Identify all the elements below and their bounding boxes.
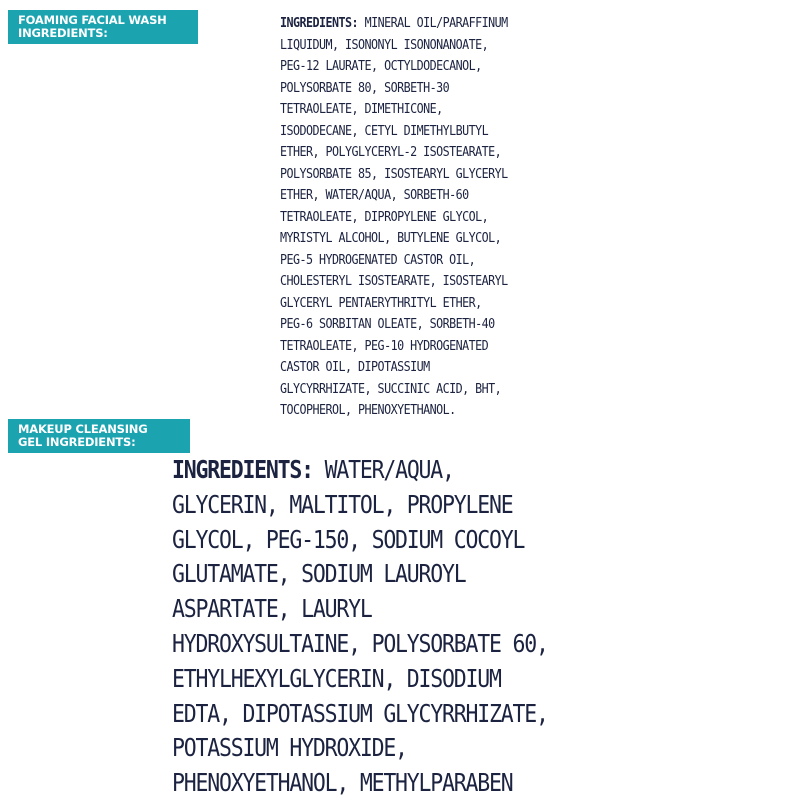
ingredient-line: TETRAOLEATE, DIMETHICONE, [280,102,443,117]
ingredient-line [172,453,548,488]
ingredient-line: CHOLESTERYL ISOSTEARATE, ISOSTEARYL [280,274,508,289]
ingredient-line: GLYCERYL PENTAERYTHRITYL ETHER, [280,295,482,311]
foaming-wash-ingredients [280,13,508,422]
ingredient-line: PEG-5 HYDROGENATED CASTOR OIL, [280,252,476,268]
ingredient-line: GLYCOL, PEG-150, SODIUM COCOYL [172,524,525,554]
ingredient-line: LIQUIDUM, ISONONYL ISONONANOATE, [280,37,489,53]
ingredient-line: ISODODECANE, CETYL DIMETHYLBUTYL [280,123,489,139]
ingredient-line: GLUTAMATE, SODIUM LAUROYL [172,559,466,589]
makeup-gel-label [8,419,190,453]
ingredient-line: CASTOR OIL, DIPOTASSIUM [280,360,430,375]
ingredient-line: TETRAOLEATE, DIPROPYLENE GLYCOL, [280,209,489,225]
foaming-wash-label-line-2: INGREDIENTS: [18,26,108,40]
makeup-gel-ingredients [172,453,548,801]
ingredient-text: WATER/AQUA, [312,455,454,484]
ingredient-line: PEG-12 LAURATE, OCTYLDODECANOL, [280,59,482,74]
ingredient-line: ASPARTATE, LAURYL [172,594,372,624]
ingredient-line: MYRISTYL ALCOHOL, BUTYLENE GLYCOL, [280,231,502,246]
ingredient-line: PEG-6 SORBITAN OLEATE, SORBETH-40 [280,317,495,332]
ingredient-line: TOCOPHEROL, PHENOXYETHANOL. [280,403,456,418]
ingredient-line: TETRAOLEATE, PEG-10 HYDROGENATED [280,338,489,354]
ingredient-line: GLYCERIN, MALTITOL, PROPYLENE [172,489,513,519]
ingredient-line: HYDROXYSULTAINE, POLYSORBATE 60, [172,628,548,658]
ingredient-line: PHENOXYETHANOL, METHYLPARABEN [172,768,513,798]
ingredient-line: ETHER, WATER/AQUA, SORBETH-60 [280,188,469,203]
foaming-wash-label [8,10,198,44]
ingredient-line: ETHER, POLYGLYCERYL-2 ISOSTEARATE, [280,145,502,160]
foaming-wash-label-line-1: FOAMING FACIAL WASH [18,13,167,27]
makeup-gel-label-line-2: GEL INGREDIENTS: [18,435,136,449]
ingredient-line: EDTA, DIPOTASSIUM GLYCYRRHIZATE, [172,698,548,728]
ingredient-line [280,13,508,35]
ingredient-line: POLYSORBATE 85, ISOSTEARYL GLYCERYL [280,166,508,182]
ingredient-line: ETHYLHEXYLGLYCERIN, DISODIUM [172,663,501,693]
ingredient-line: POTASSIUM HYDROXIDE, [172,733,407,763]
makeup-gel-label-line-1: MAKEUP CLEANSING [18,422,148,436]
ingredient-text: MINERAL OIL/PARAFFINUM [358,16,508,31]
ingredient-line: POLYSORBATE 80, SORBETH-30 [280,80,450,96]
ingredient-line: GLYCYRRHIZATE, SUCCINIC ACID, BHT, [280,381,502,397]
ingredients-heading: INGREDIENTS: [280,16,359,31]
ingredients-heading: INGREDIENTS: [172,455,313,484]
